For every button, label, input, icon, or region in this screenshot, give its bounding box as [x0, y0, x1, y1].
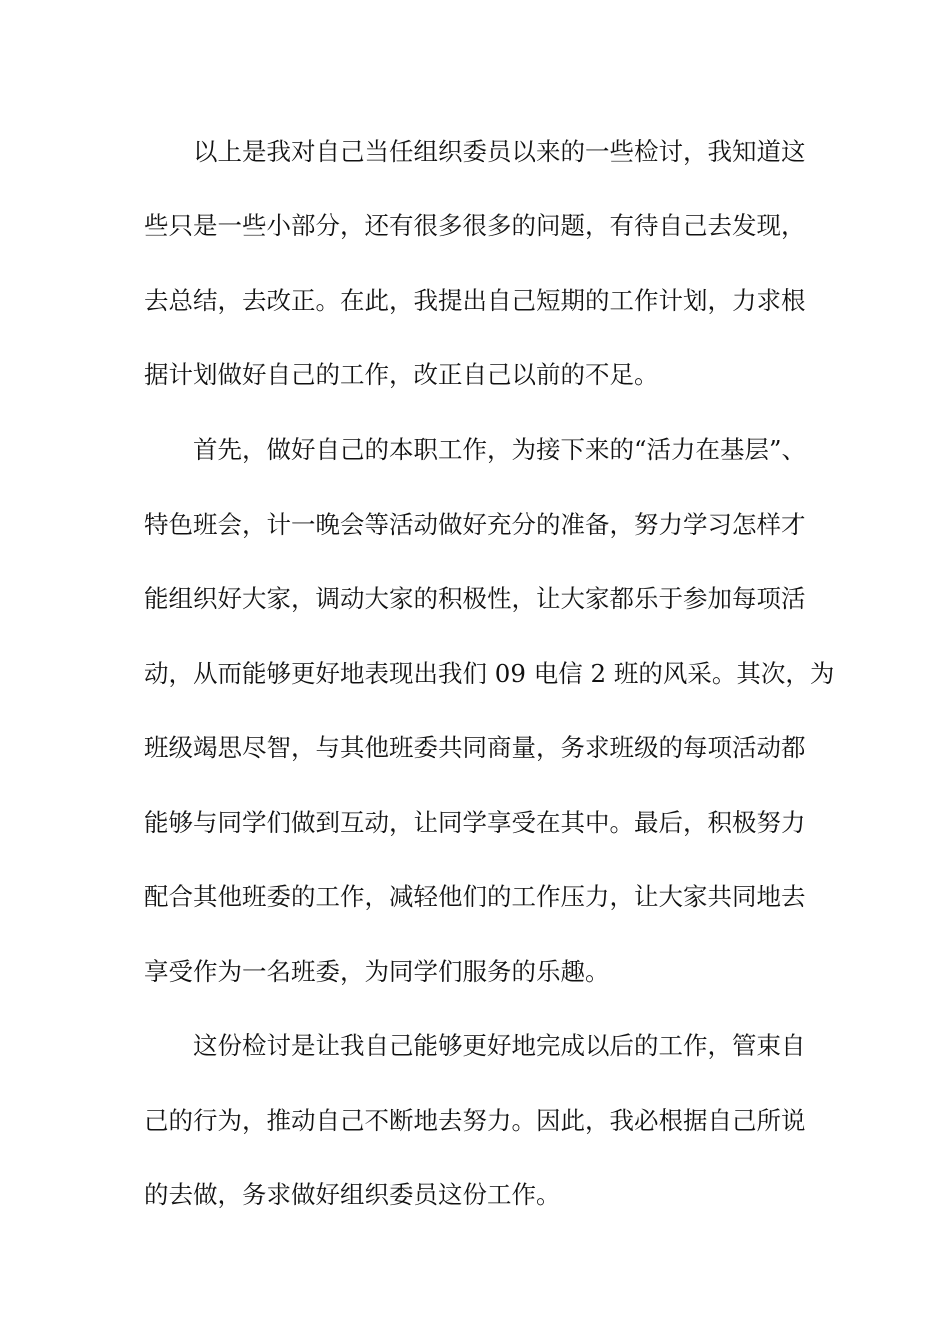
- paragraph-3-line-3: 的去做，务求做好组织委员这份工作。: [144, 1180, 561, 1209]
- paragraph-2-line-6: 能够与同学们做到互动，让同学享受在其中。最后，积极努力: [144, 808, 806, 837]
- paragraph-1-line-3: 去总结，去改正。在此，我提出自己短期的工作计划，力求根: [144, 286, 806, 315]
- paragraph-2-line-4: 动，从而能够更好地表现出我们 09 电信 2 班的风采。其次，为: [144, 659, 835, 688]
- paragraph-2-line-3: 能组织好大家，调动大家的积极性，让大家都乐于参加每项活: [144, 584, 806, 613]
- paragraph-1-line-4: 据计划做好自己的工作，改正自己以前的不足。: [144, 360, 659, 389]
- paragraph-1-line-1: 以上是我对自己当任组织委员以来的一些检讨，我知道这: [193, 137, 806, 166]
- paragraph-2-line-5: 班级竭思尽智，与其他班委共同商量，务求班级的每项活动都: [144, 733, 806, 762]
- paragraph-3-line-1: 这份检讨是让我自己能够更好地完成以后的工作，管束自: [193, 1031, 806, 1060]
- paragraph-2-line-2: 特色班会，计一晚会等活动做好充分的准备，努力学习怎样才: [144, 510, 806, 539]
- paragraph-2-line-7: 配合其他班委的工作，减轻他们的工作压力，让大家共同地去: [144, 882, 806, 911]
- paragraph-3-line-2: 己的行为，推动自己不断地去努力。因此，我必根据自己所说: [144, 1106, 806, 1135]
- paragraph-2-line-8: 享受作为一名班委，为同学们服务的乐趣。: [144, 957, 610, 986]
- paragraph-1-line-2: 些只是一些小部分，还有很多很多的问题，有待自己去发现，: [144, 211, 806, 240]
- paragraph-2-line-1: 首先，做好自己的本职工作，为接下来的“活力在基层”、: [193, 435, 807, 464]
